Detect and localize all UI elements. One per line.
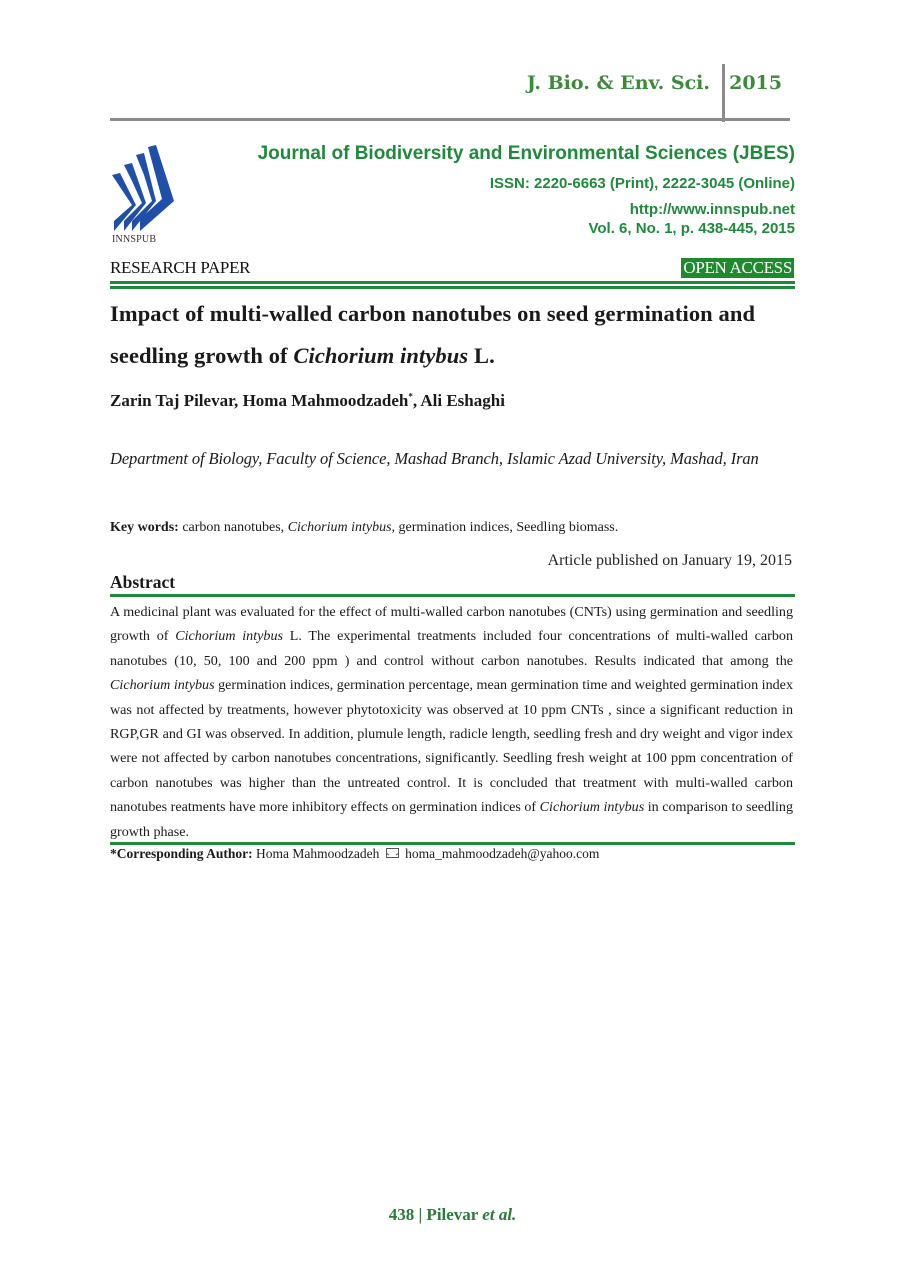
- abstract-text: L. The experimental treatments included four concentrations of multi-walled carbon nanotubes (10, 50, 100 and 200 ppm ) and control without carbon nanotubes. Results indicated that among the: [110, 628, 793, 669]
- footer-etal: et al.: [482, 1205, 517, 1224]
- keywords: [110, 520, 618, 536]
- article-type-label: RESEARCH PAPER: [110, 258, 251, 277]
- running-header: [110, 60, 790, 120]
- envelope-icon: [386, 848, 399, 858]
- title-suffix: L.: [468, 343, 495, 368]
- species-name: Cichorium intybus: [110, 677, 215, 694]
- keywords-species: Cichorium intybus,: [287, 520, 396, 535]
- title-text: Impact of multi-walled carbon nanotubes on seed germination and seedling growth of: [110, 301, 756, 368]
- author-name: , Ali Eshaghi: [412, 391, 505, 410]
- corresponding-mark: *: [408, 391, 413, 402]
- publisher-name: INNSPUB: [112, 234, 157, 245]
- corresponding-author: [110, 846, 599, 862]
- species-name: Cichorium intybus: [175, 628, 283, 645]
- corresponding-rule: [110, 842, 795, 845]
- author-name: Zarin Taj Pilevar,: [110, 391, 239, 410]
- keywords-text: carbon nanotubes,: [178, 520, 288, 535]
- page-footer: [0, 1205, 905, 1225]
- journal-url[interactable]: http://www.innspub.net: [629, 201, 795, 218]
- book-pages-icon: [110, 145, 176, 233]
- journal-title: Journal of Biodiversity and Environmental Sciences (JBES): [257, 143, 795, 164]
- keywords-text: germination indices, Seedling biomass.: [395, 520, 619, 535]
- corresponding-name: Homa Mahmoodzadeh: [252, 846, 383, 861]
- open-access-badge: OPEN ACCESS: [683, 258, 792, 277]
- green-rule-top: [110, 281, 795, 284]
- abstract-rule: [110, 594, 795, 597]
- species-name: Cichorium intybus: [539, 799, 645, 816]
- author-list: [110, 391, 505, 411]
- header-divider-vertical: [722, 64, 725, 122]
- header-divider-horizontal: [110, 118, 790, 121]
- abstract-text: A medicinal plant was evaluated for the effect of multi-walled carbon nanotubes (CNTs) using germination and seedling growth of: [110, 604, 793, 645]
- abstract-text: in comparison to seedling growth phase.: [110, 799, 793, 840]
- publication-date: Article published on January 19, 2015: [547, 552, 792, 569]
- journal-volume: Vol. 6, No. 1, p. 438-445, 2015: [588, 220, 795, 237]
- green-rule-bottom: [110, 286, 795, 289]
- corresponding-email[interactable]: homa_mahmoodzadeh@yahoo.com: [401, 846, 600, 861]
- journal-abbreviation: J. Bio. & Env. Sci.: [526, 72, 710, 94]
- corresponding-label: *Corresponding Author:: [110, 846, 253, 861]
- abstract-text: germination indices, germination percentage, mean germination time and weighted germination index was not affected by treatments, however phytotoxicity was observed at 10 ppm CNTs , since a significant reduction in RGP,GR and GI was observed. In addition, plumule length, radicle length, seedling fresh and dry weight and vigor index were not affected by carbon nanotubes concentrations, significantly. Seedling fresh weight at 100 ppm concentration of carbon nanotubes was higher than the untreated control. It is concluded that treatment with multi-walled carbon nanotubes reatments have more inhibitory effects on germination indices of: [110, 677, 793, 816]
- journal-issn: ISSN: 2220-6663 (Print), 2222-3045 (Online): [489, 175, 795, 192]
- abstract-heading: Abstract: [110, 572, 176, 592]
- affiliation: Department of Biology, Faculty of Science, Mashad Branch, Islamic Azad University, Mashad, Iran: [110, 449, 759, 468]
- header-year: 2015: [729, 72, 782, 94]
- title-species: Cichorium intybus: [293, 343, 469, 368]
- keywords-label: Key words:: [110, 520, 179, 535]
- abstract-body: [110, 600, 793, 844]
- publisher-logo: [110, 145, 180, 245]
- author-name: Homa Mahmoodzadeh: [242, 391, 409, 410]
- page-number: 438 | Pilevar: [388, 1205, 483, 1224]
- paper-title: [110, 293, 800, 377]
